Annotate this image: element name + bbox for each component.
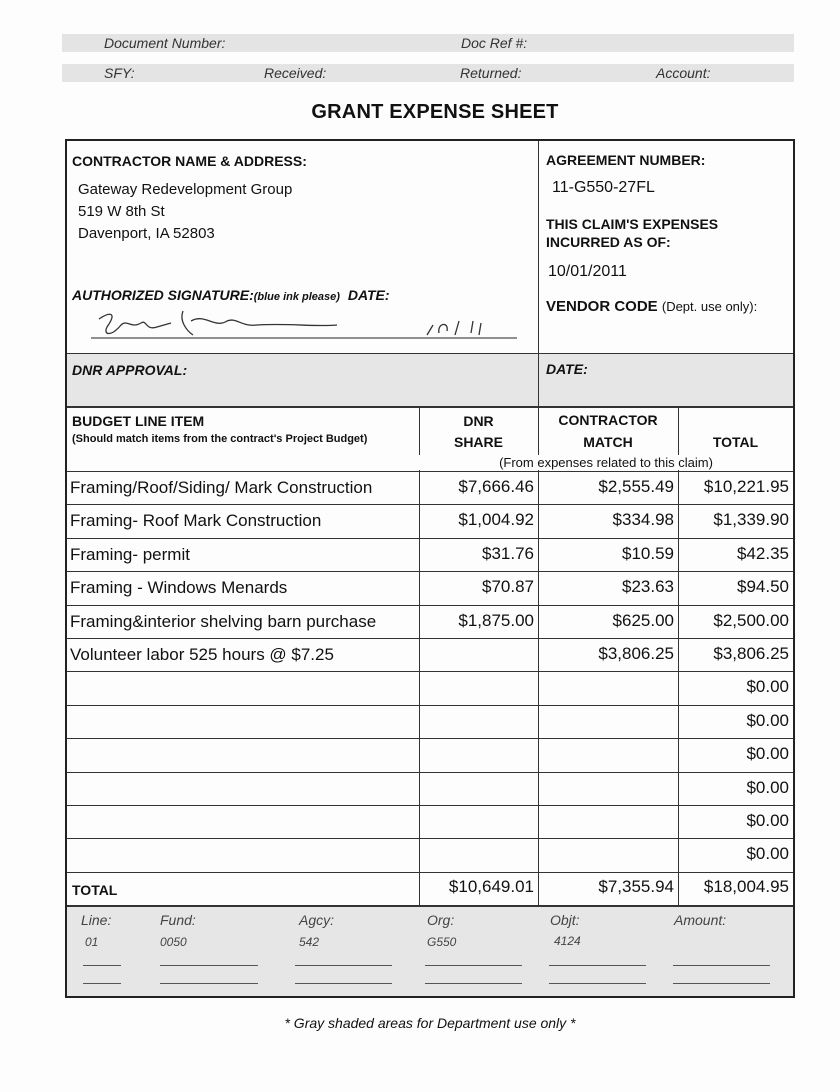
cell-total: $2,500.00 bbox=[713, 610, 789, 630]
cell-dnr: $70.87 bbox=[482, 577, 534, 597]
agreement-label: AGREEMENT NUMBER: bbox=[546, 152, 706, 168]
line-label: Line: bbox=[81, 912, 112, 928]
dnr-header-1: DNR bbox=[463, 413, 494, 429]
cell-match: $2,555.49 bbox=[598, 477, 674, 496]
row-line bbox=[67, 671, 793, 672]
row-line bbox=[67, 805, 793, 806]
cell-match: $334.98 bbox=[612, 510, 674, 530]
totals-total: $18,004.95 bbox=[703, 877, 789, 896]
fund-value: 0050 bbox=[160, 935, 187, 949]
cell-dnr: $1,004.92 bbox=[458, 510, 534, 530]
header-bar-1 bbox=[62, 34, 794, 52]
header-bar-2 bbox=[62, 64, 794, 82]
agcy-label: Agcy: bbox=[299, 912, 335, 928]
cell-dnr: $1,875.00 bbox=[458, 610, 534, 630]
cell-dnr: $7,666.46 bbox=[458, 477, 534, 496]
row-line bbox=[67, 738, 793, 739]
org-value: G550 bbox=[427, 935, 457, 949]
fund-blank-1 bbox=[160, 965, 258, 966]
amount-label: Amount: bbox=[674, 912, 727, 928]
objt-blank-1 bbox=[549, 965, 646, 966]
line-value: 01 bbox=[85, 935, 99, 949]
amount-blank-2 bbox=[673, 983, 770, 984]
amount-blank-1 bbox=[673, 965, 770, 966]
row-line bbox=[67, 571, 793, 572]
row-line bbox=[67, 605, 793, 606]
objt-blank-2 bbox=[549, 983, 646, 984]
cell-match: $10.59 bbox=[622, 543, 674, 563]
cell-total: $0.00 bbox=[746, 710, 789, 730]
cell-item: Framing&interior shelving barn purchase bbox=[70, 611, 377, 631]
line-blank-1 bbox=[83, 965, 121, 966]
returned-label: Returned: bbox=[460, 65, 522, 81]
contractor-name: Gateway Redevelopment Group bbox=[78, 181, 293, 198]
signature-label-group bbox=[72, 287, 390, 303]
fund-label: Fund: bbox=[160, 912, 196, 928]
row-line bbox=[67, 471, 793, 472]
row-line bbox=[67, 504, 793, 505]
vendor-code-note: (Dept. use only): bbox=[661, 299, 758, 314]
contractor-label: CONTRACTOR NAME & ADDRESS: bbox=[72, 153, 307, 169]
agcy-blank-1 bbox=[295, 965, 392, 966]
sfy-label: SFY: bbox=[104, 65, 135, 81]
row-line bbox=[67, 638, 793, 639]
row-line bbox=[67, 538, 793, 539]
agreement-number: 11-G550-27FL bbox=[552, 179, 655, 196]
row-line bbox=[67, 705, 793, 706]
cell-match: $3,806.25 bbox=[598, 644, 674, 663]
row-line bbox=[67, 872, 793, 873]
approval-top-line bbox=[67, 353, 793, 354]
totals-match: $7,355.94 bbox=[598, 877, 674, 896]
doc-ref-label: Doc Ref #: bbox=[461, 35, 528, 51]
signature-note: (blue ink please) bbox=[253, 291, 340, 303]
cell-total: $42.35 bbox=[737, 543, 789, 563]
totals-dnr: $10,649.01 bbox=[448, 877, 534, 896]
fund-blank-2 bbox=[160, 983, 258, 984]
agcy-value: 542 bbox=[299, 935, 320, 949]
cell-item: Framing- permit bbox=[70, 544, 190, 564]
department-note: * Gray shaded areas for Department use only * bbox=[284, 1015, 576, 1031]
org-blank-2 bbox=[425, 983, 522, 984]
contractor-city: Davenport, IA 52803 bbox=[78, 225, 215, 242]
row-line bbox=[67, 838, 793, 839]
agcy-blank-2 bbox=[295, 983, 392, 984]
match-header-2: MATCH bbox=[583, 434, 633, 450]
cell-total: $0.00 bbox=[746, 744, 789, 764]
dnr-header-2: SHARE bbox=[453, 434, 503, 450]
expense-subnote: (From expenses related to this claim) bbox=[419, 455, 793, 470]
dnr-approval-label: DNR APPROVAL: bbox=[72, 362, 188, 378]
handwritten-signature bbox=[87, 305, 517, 345]
budget-item-note: (Should match items from the contract's Project Budget) bbox=[72, 433, 368, 445]
cell-total: $1,339.90 bbox=[713, 510, 789, 530]
approval-date-label: DATE: bbox=[546, 361, 588, 377]
cell-total: $0.00 bbox=[746, 777, 789, 797]
incurred-date: 10/01/2011 bbox=[548, 263, 627, 280]
cell-item: Volunteer labor 525 hours @ $7.25 bbox=[70, 645, 334, 664]
received-label: Received: bbox=[264, 65, 327, 81]
top-divider bbox=[538, 141, 539, 406]
vendor-code-group bbox=[546, 298, 757, 315]
table-top-line bbox=[67, 406, 793, 408]
signature-label: AUTHORIZED SIGNATURE: bbox=[72, 287, 254, 303]
incurred-label-1: THIS CLAIM'S EXPENSES bbox=[546, 216, 719, 232]
vendor-code-label: VENDOR CODE bbox=[546, 298, 658, 315]
cell-total: $0.00 bbox=[746, 811, 789, 830]
org-blank-1 bbox=[425, 965, 522, 966]
cell-item: Framing/Roof/Siding/ Mark Construction bbox=[70, 478, 373, 497]
footer-top-line bbox=[67, 905, 793, 907]
cell-total: $0.00 bbox=[746, 677, 789, 697]
signature-date-label: DATE: bbox=[347, 287, 390, 303]
totals-label: TOTAL bbox=[72, 882, 118, 898]
contractor-street: 519 W 8th St bbox=[78, 203, 165, 220]
cell-total: $3,806.25 bbox=[713, 644, 789, 663]
cell-item: Framing- Roof Mark Construction bbox=[70, 511, 322, 531]
budget-item-header: BUDGET LINE ITEM bbox=[72, 413, 205, 429]
expense-form bbox=[65, 139, 795, 998]
objt-label: Objt: bbox=[550, 912, 580, 928]
approval-shade bbox=[67, 353, 793, 406]
cell-total: $0.00 bbox=[746, 844, 789, 864]
cell-dnr: $31.76 bbox=[482, 543, 534, 563]
cell-match: $625.00 bbox=[612, 610, 674, 630]
cell-total: $10,221.95 bbox=[703, 477, 789, 496]
cell-match: $23.63 bbox=[622, 577, 674, 597]
total-header: TOTAL bbox=[712, 434, 759, 450]
objt-value: 4124 bbox=[554, 934, 581, 948]
cell-total: $94.50 bbox=[737, 577, 789, 597]
match-header-1: CONTRACTOR bbox=[558, 412, 658, 428]
page-title: GRANT EXPENSE SHEET bbox=[311, 101, 559, 123]
account-label: Account: bbox=[656, 65, 711, 81]
document-number-label: Document Number: bbox=[104, 35, 226, 51]
incurred-label-2: INCURRED AS OF: bbox=[546, 234, 671, 250]
line-blank-2 bbox=[83, 983, 121, 984]
cell-item: Framing - Windows Menards bbox=[70, 578, 288, 598]
row-line bbox=[67, 772, 793, 773]
org-label: Org: bbox=[427, 912, 455, 928]
